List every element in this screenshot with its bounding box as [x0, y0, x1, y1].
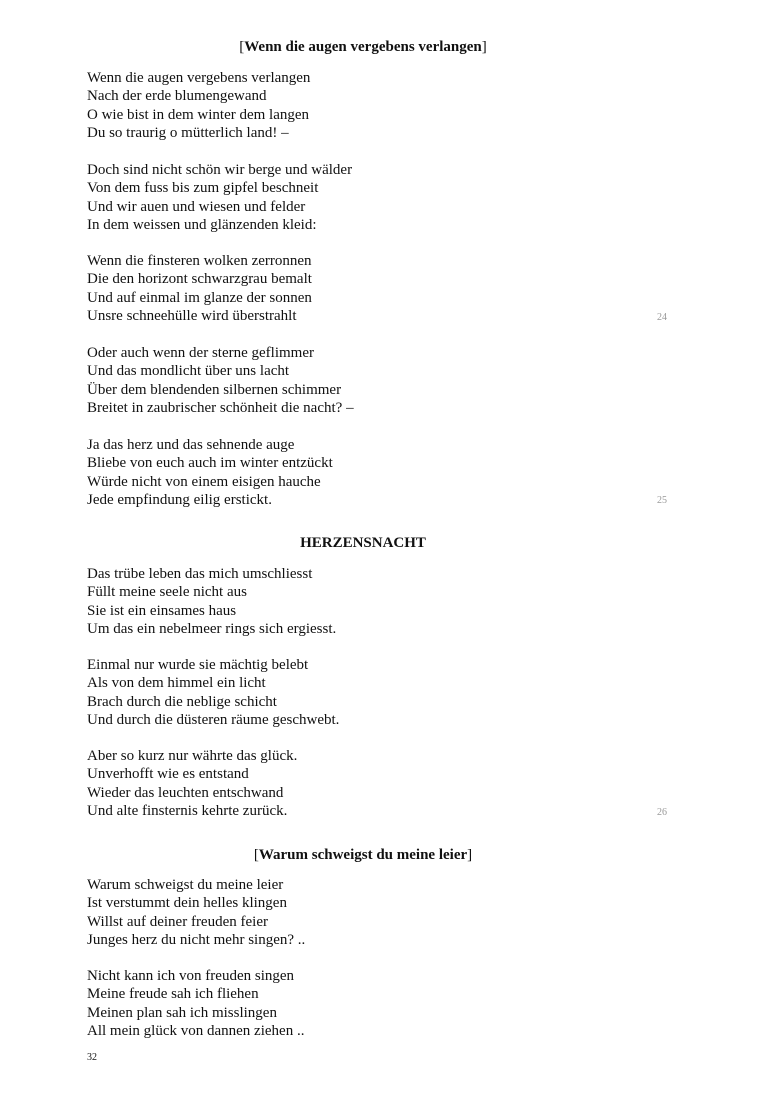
- poem-1-title: [Wenn die augen vergebens verlangen]: [239, 39, 487, 55]
- verse-line: Und auf einmal im glanze der sonnen: [87, 289, 312, 306]
- verse-line: Einmal nur wurde sie mächtig belebt: [87, 657, 309, 673]
- verse-line: Bliebe von euch auch im winter entzückt: [87, 455, 333, 472]
- poem-1-stanza-4: [87, 344, 354, 417]
- verse-line: Warum schweigst du meine leier: [87, 877, 284, 893]
- verse-line: Willst auf deiner freuden feier: [87, 913, 268, 930]
- poem-2-stanza-3: [87, 747, 297, 820]
- verse-line: Um das ein nebelmeer rings sich ergiesst.: [87, 620, 337, 637]
- verse-line: Jede empfindung eilig erstickt.: [87, 491, 272, 508]
- verse-line: Oder auch wenn der sterne geflimmer: [87, 345, 314, 361]
- poem-1-stanza-3: [87, 252, 312, 325]
- poem-1-stanza-2: [87, 161, 352, 234]
- verse-line: Wenn die finsteren wolken zerronnen: [87, 253, 312, 269]
- line-number: 24: [657, 312, 667, 323]
- poem-3-stanza-1: [87, 876, 305, 949]
- verse-line: Ist verstummt dein helles klingen: [87, 895, 287, 912]
- page-number: 32: [87, 1052, 97, 1063]
- verse-line: Und durch die düsteren räume geschwebt.: [87, 711, 340, 728]
- verse-line: Brach durch die neblige schicht: [87, 693, 277, 710]
- line-number: 26: [657, 807, 667, 818]
- poem-2-stanza-1: [87, 565, 336, 638]
- line-number: 25: [657, 495, 667, 506]
- verse-line: Und alte finsternis kehrte zurück.: [87, 802, 288, 819]
- verse-line: Wenn die augen vergebens verlangen: [87, 70, 311, 86]
- poem-2-title: HERZENSNACHT: [300, 535, 426, 551]
- verse-line: Und wir auen und wiesen und felder: [87, 198, 306, 215]
- poem-3-title: [Warum schweigst du meine leier]: [253, 847, 473, 863]
- verse-line: Von dem fuss bis zum gipfel beschneit: [87, 180, 319, 197]
- verse-line: Doch sind nicht schön wir berge und wälder: [87, 162, 353, 178]
- verse-line: All mein glück von dannen ziehen ..: [87, 1022, 305, 1039]
- verse-line: In dem weissen und glänzenden kleid:: [87, 216, 317, 233]
- verse-line: Nicht kann ich von freuden singen: [87, 968, 295, 984]
- verse-line: Das trübe leben das mich umschliesst: [87, 566, 313, 582]
- verse-line: Nach der erde blumengewand: [87, 88, 267, 105]
- verse-line: Und das mondlicht über uns lacht: [87, 363, 290, 380]
- verse-line: Meine freude sah ich fliehen: [87, 986, 259, 1003]
- verse-line: Unsre schneehülle wird überstrahlt: [87, 307, 297, 324]
- poem-3-stanza-2: [87, 967, 304, 1040]
- verse-line: Junges herz du nicht mehr singen? ..: [87, 931, 306, 948]
- verse-line: Würde nicht von einem eisigen hauche: [87, 473, 321, 490]
- verse-line: Wieder das leuchten entschwand: [87, 784, 284, 801]
- verse-line: Die den horizont schwarzgrau bemalt: [87, 271, 312, 288]
- poem-1-stanza-1: [87, 69, 310, 142]
- poem-2-stanza-2: [87, 656, 339, 729]
- verse-line: Aber so kurz nur währte das glück.: [87, 748, 298, 764]
- verse-line: Füllt meine seele nicht aus: [87, 584, 247, 601]
- verse-line: Meinen plan sah ich misslingen: [87, 1004, 277, 1021]
- verse-line: Über dem blendenden silbernen schimmer: [87, 381, 342, 398]
- verse-line: Breitet in zaubrischer schönheit die nacht? –: [87, 399, 354, 416]
- verse-line: O wie bist in dem winter dem langen: [87, 106, 310, 123]
- verse-line: Unverhofft wie es entstand: [87, 766, 249, 783]
- verse-line: Du so traurig o mütterlich land! –: [87, 124, 289, 141]
- verse-line: Ja das herz und das sehnende auge: [87, 437, 295, 453]
- verse-line: Als von dem himmel ein licht: [87, 675, 266, 692]
- poem-1-stanza-5: [87, 436, 333, 509]
- verse-line: Sie ist ein einsames haus: [87, 602, 237, 619]
